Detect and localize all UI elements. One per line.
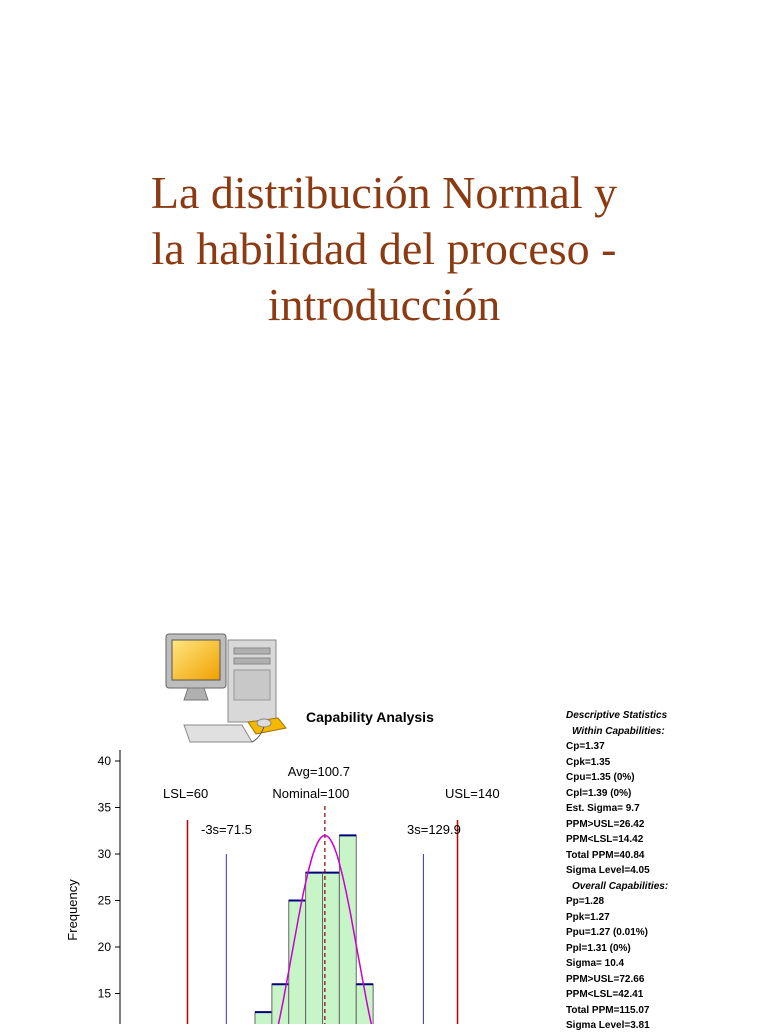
y-tick-label: 30	[97, 847, 111, 861]
within-capabilities-header: Within Capabilities:	[572, 725, 665, 737]
stat-line: Sigma= 10.4	[566, 958, 625, 969]
stat-line: Sigma Level=4.05	[566, 865, 650, 876]
histogram-bar	[306, 873, 323, 1024]
average-label: Avg=100.7	[287, 764, 351, 779]
stat-line: Ppl=1.31 (0%)	[566, 942, 631, 954]
stat-line: Ppu=1.27 (0.01%)	[566, 927, 648, 938]
reference-line-label: USL=140	[445, 786, 500, 801]
stat-line: Total PPM=40.84	[566, 849, 645, 861]
reference-line-label: 3s=129.9	[407, 822, 461, 837]
nominal-label: Nominal=100	[272, 786, 350, 801]
stat-line: Cpk=1.35	[566, 756, 611, 768]
stat-line: Pp=1.28	[566, 896, 605, 907]
overall-capabilities-header: Overall Capabilities:	[572, 880, 669, 892]
computer-icon	[160, 630, 290, 755]
slide-title	[40, 165, 728, 333]
capability-analysis-title: Capability Analysis	[306, 709, 434, 725]
y-tick-label: 25	[97, 893, 111, 908]
stat-line: Sigma Level=3.81	[566, 1020, 650, 1031]
title-line-3: introducción	[267, 279, 501, 330]
reference-line-label: LSL=60	[163, 786, 209, 801]
descriptive-stats-header: Descriptive Statistics	[566, 710, 668, 721]
y-tick-label: 35	[97, 800, 111, 815]
stat-line: Cpl=1.39 (0%)	[566, 787, 632, 799]
title-line-2: la habilidad del proceso -	[151, 223, 617, 274]
y-tick-label: 40	[97, 754, 111, 768]
stat-line: PPM<LSL=14.42	[566, 834, 644, 845]
stat-line: Ppk=1.27	[566, 911, 610, 923]
histogram-bar	[255, 1012, 272, 1024]
stat-line: Cpu=1.35 (0%)	[566, 772, 635, 783]
y-tick-label: 15	[97, 986, 111, 1001]
stat-line: Cp=1.37	[566, 741, 605, 752]
y-tick-label: 20	[97, 940, 111, 954]
reference-line-label: -3s=71.5	[201, 822, 252, 837]
stat-line: Est. Sigma= 9.7	[566, 803, 640, 814]
stat-line: PPM>USL=72.66	[566, 973, 645, 985]
y-axis-label: Frequency	[65, 879, 80, 941]
stat-line: Total PPM=115.07	[566, 1004, 650, 1016]
stat-line: PPM>USL=26.42	[566, 818, 645, 830]
stat-line: PPM<LSL=42.41	[566, 989, 644, 1000]
statistics-panel	[566, 708, 766, 1034]
histogram-bar	[289, 901, 306, 1025]
capability-histogram	[55, 750, 530, 1024]
title-line-1: La distribución Normal y	[150, 167, 618, 218]
